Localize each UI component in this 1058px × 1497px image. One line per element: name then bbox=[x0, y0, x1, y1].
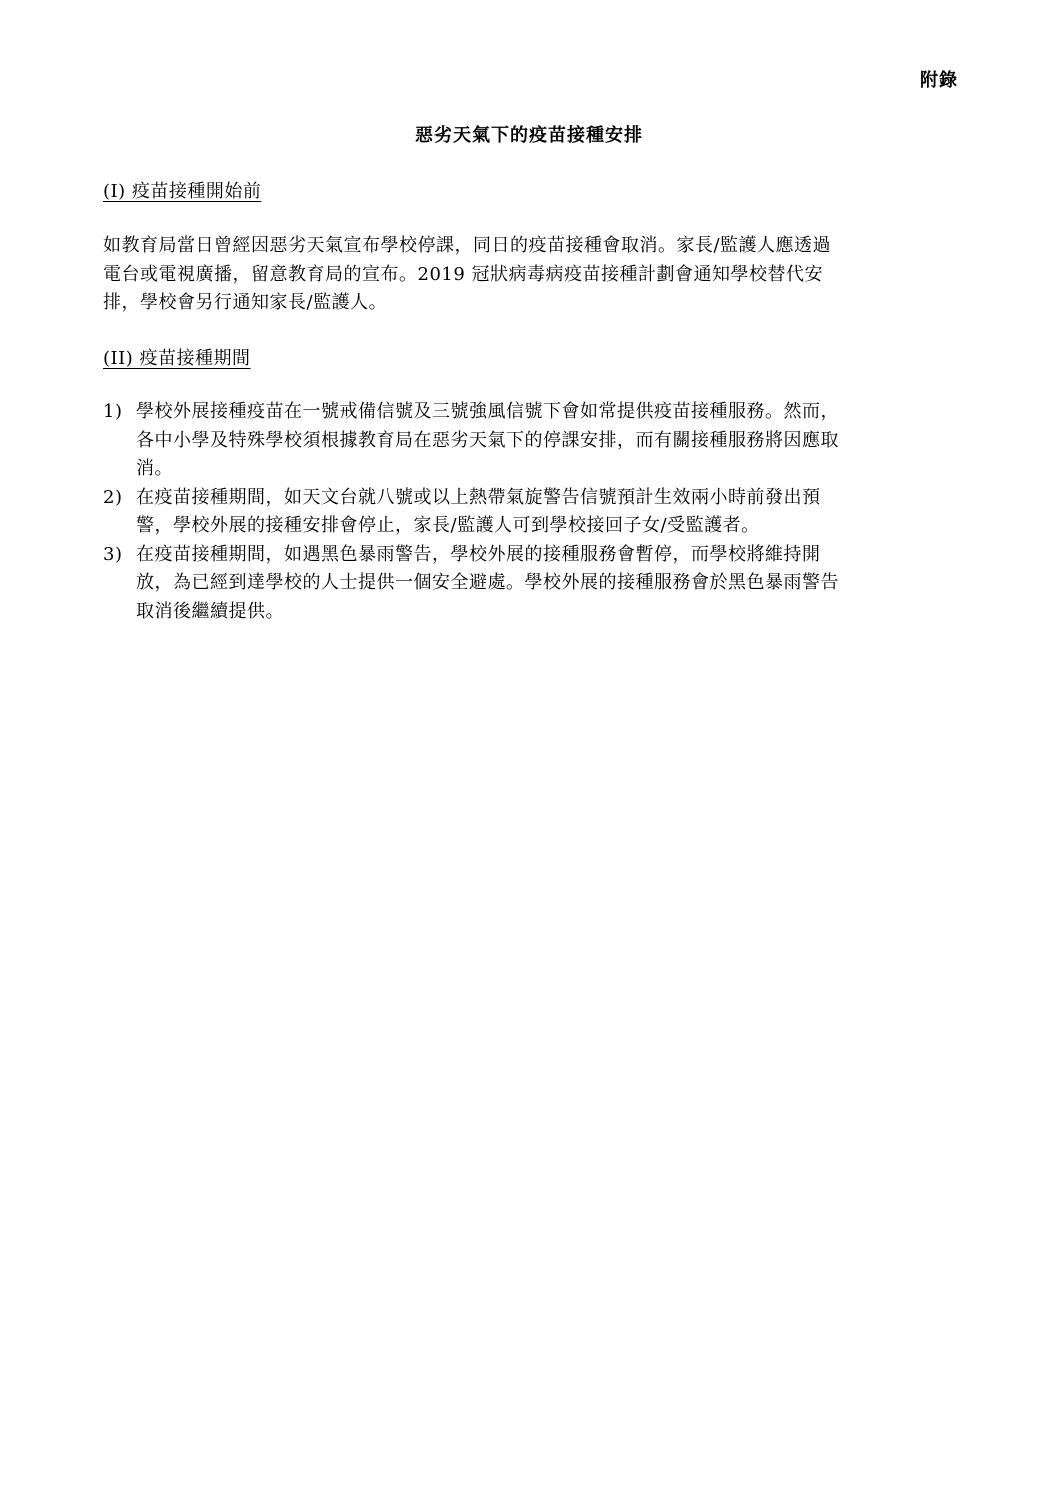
list-line: 在疫苗接種期間，如天文台就八號或以上熱帶氣旋警告信號預計生效兩小時前發出預 bbox=[136, 486, 821, 508]
list-line: 警，學校外展的接種安排會停止，家長/監護人可到學校接回子女/受監護者。 bbox=[136, 515, 760, 536]
document-title: 惡劣天氣下的疫苗接種安排 bbox=[415, 125, 643, 146]
list-number: 1) bbox=[103, 401, 123, 422]
paragraph-line: 電台或電視廣播，留意教育局的宣布。2019 冠狀病毒病疫苗接種計劃會通知學校替代安 bbox=[103, 263, 824, 285]
paragraph-line: 排，學校會另行通知家長/監護人。 bbox=[103, 292, 388, 313]
list-line: 消。 bbox=[136, 458, 173, 479]
list-item bbox=[103, 484, 948, 541]
list-item bbox=[103, 541, 948, 627]
list-line: 放，為已經到達學校的人士提供一個安全避處。學校外展的接種服務會於黑色暴雨警告 bbox=[136, 572, 839, 593]
section1-paragraph bbox=[103, 232, 943, 318]
arrangement-list bbox=[103, 398, 948, 626]
section-heading-before-vaccination: (I) 疫苗接種開始前 bbox=[103, 181, 262, 202]
appendix-label: 附錄 bbox=[920, 70, 958, 91]
list-line: 各中小學及特殊學校須根據教育局在惡劣天氣下的停課安排，而有關接種服務將因應取 bbox=[136, 429, 839, 451]
paragraph-line: 如教育局當日曾經因惡劣天氣宣布學校停課，同日的疫苗接種會取消。家長/監護人應透過 bbox=[103, 235, 832, 256]
list-line: 學校外展接種疫苗在一號戒備信號及三號強風信號下會如常提供疫苗接種服務。然而， bbox=[136, 401, 839, 422]
list-item bbox=[103, 398, 948, 484]
section-heading-during-vaccination: (II) 疫苗接種期間 bbox=[103, 348, 251, 369]
list-number: 3) bbox=[103, 543, 123, 565]
list-line: 取消後繼續提供。 bbox=[136, 600, 284, 622]
list-number: 2) bbox=[103, 486, 123, 508]
list-line: 在疫苗接種期間，如遇黑色暴雨警告，學校外展的接種服務會暫停，而學校將維持開 bbox=[136, 543, 821, 565]
